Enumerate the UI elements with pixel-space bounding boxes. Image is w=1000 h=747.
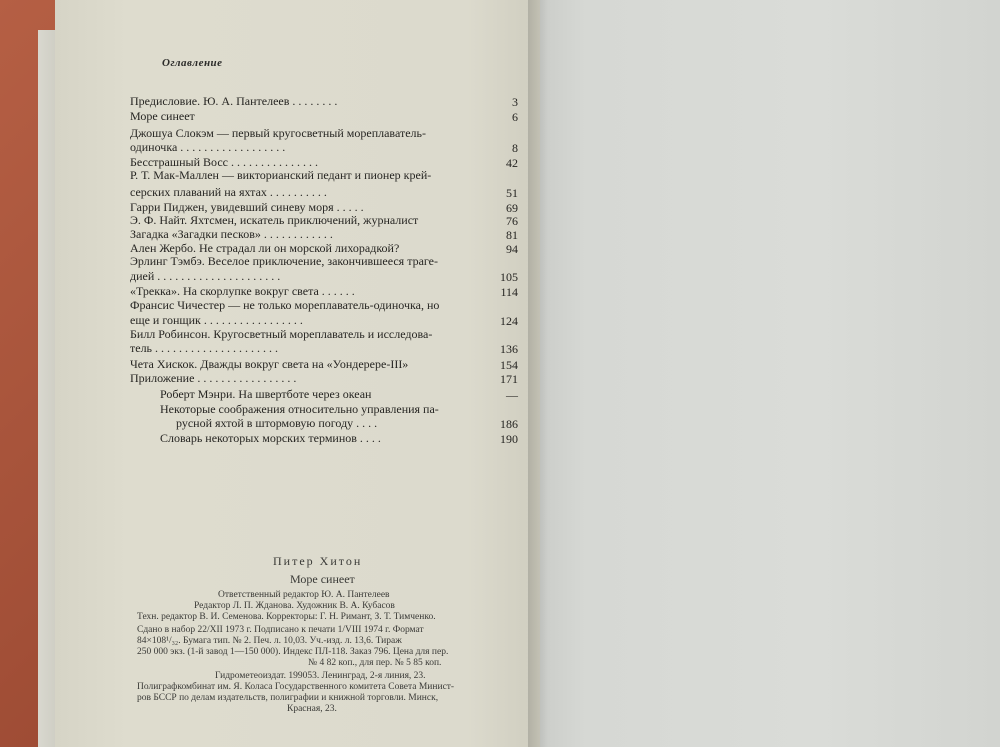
colophon-line: Гидрометеоиздат. 199053. Ленинград, 2-я линия, 23. <box>215 671 426 681</box>
toc-page-number: 51 <box>506 186 518 200</box>
toc-page-number: 114 <box>500 285 518 299</box>
toc-entry: Бесстрашный Восс . . . . . . . . . . . . . . . <box>130 155 318 169</box>
toc-page-number: 105 <box>500 270 518 284</box>
colophon-line: Ответственный редактор Ю. А. Пантелеев <box>218 590 390 600</box>
toc-entry: Чета Хискок. Дважды вокруг света на «Уондерере-III» <box>130 357 409 371</box>
toc-page-number: 186 <box>500 417 518 431</box>
toc-page-number: 3 <box>512 95 518 109</box>
toc-page-number: 42 <box>506 156 518 170</box>
colophon-line: Сдано в набор 22/XII 1973 г. Подписано к печати 1/VIII 1974 г. Формат <box>137 625 424 635</box>
toc-entry: Море синеет <box>130 109 195 123</box>
colophon-line: 84×108¹/₃₂. Бумага тип. № 2. Печ. л. 10,03. Уч.-изд. л. 13,6. Тираж <box>137 636 402 646</box>
toc-page-number: 171 <box>500 372 518 386</box>
toc-entry: еще и гонщик . . . . . . . . . . . . . . . . . <box>130 313 303 327</box>
toc-page-number: 81 <box>506 228 518 242</box>
toc-page-number: — <box>506 388 518 402</box>
toc-page-number: 124 <box>500 314 518 328</box>
toc-entry: Гарри Пиджен, увидевший синеву моря . . . . . <box>130 200 364 214</box>
toc-entry: Франсис Чичестер — не только мореплаватель-одиночка, но <box>130 298 440 312</box>
colophon-line: № 4 82 коп., для пер. № 5 85 коп. <box>308 658 442 668</box>
colophon-line: ров БССР по делам издательств, полиграфии и книжной торговли. Минск, <box>137 693 439 703</box>
toc-entry: Билл Робинсон. Кругосветный мореплаватель и исследова- <box>130 327 433 341</box>
toc-page-number: 136 <box>500 342 518 356</box>
colophon-line: Полиграфкомбинат им. Я. Коласа Государственного комитета Совета Минист- <box>137 682 455 692</box>
toc-page-number: 69 <box>506 201 518 215</box>
toc-entry: Некоторые соображения относительно управления па- <box>160 402 439 416</box>
toc-entry: Словарь некоторых морских терминов . . . . <box>160 431 381 445</box>
colophon-title: Море синеет <box>290 572 355 586</box>
right-page-blank <box>540 0 1000 747</box>
toc-page-number: 6 <box>512 110 518 124</box>
toc-entry: Роберт Мэнри. На швертботе через океан <box>160 387 372 401</box>
colophon-author: Питер Хитон <box>273 554 363 568</box>
toc-entry: Джошуа Слокэм — первый кругосветный мореплаватель- <box>130 126 426 140</box>
colophon-line: 250 000 экз. (1-й завод 1—150 000). Индекс ПЛ-118. Заказ 796. Цена для пер. <box>137 647 449 657</box>
toc-page-number: 76 <box>506 214 518 228</box>
colophon-line: Техн. редактор В. И. Семенова. Корректоры: Г. Н. Римант, З. Т. Тимченко. <box>137 612 436 622</box>
table-of-contents <box>0 0 540 460</box>
toc-entry: одиночка . . . . . . . . . . . . . . . . . . <box>130 140 286 154</box>
toc-entry: Приложение . . . . . . . . . . . . . . . . . <box>130 371 297 385</box>
toc-entry: дией . . . . . . . . . . . . . . . . . . . . . <box>130 269 281 283</box>
toc-page-number: 190 <box>500 432 518 446</box>
toc-page-number: 8 <box>512 141 518 155</box>
colophon-line: Редактор Л. П. Жданова. Художник В. А. Кубасов <box>194 601 395 611</box>
toc-entry: Р. Т. Мак-Маллен — викторианский педант и пионер крей- <box>130 168 432 182</box>
toc-entry: «Трекка». На скорлупке вокруг света . . . . . . <box>130 284 355 298</box>
toc-entry: Ален Жербо. Не страдал ли он морской лихорадкой? <box>130 241 400 255</box>
toc-entry: серских плаваний на яхтах . . . . . . . . . . <box>130 185 327 199</box>
toc-entry: Предисловие. Ю. А. Пантелеев . . . . . . . . <box>130 94 338 108</box>
toc-page-number: 154 <box>500 358 518 372</box>
toc-entry: тель . . . . . . . . . . . . . . . . . . . . . <box>130 341 279 355</box>
toc-heading: Оглавление <box>162 57 223 69</box>
toc-entry: Загадка «Загадки песков» . . . . . . . . . . . . <box>130 227 333 241</box>
toc-page-number: 94 <box>506 242 518 256</box>
toc-entry: русной яхтой в штормовую погоду . . . . <box>176 416 378 430</box>
colophon-line: Красная, 23. <box>287 704 337 714</box>
toc-entry: Эрлинг Тэмбэ. Веселое приключение, закончившееся траге- <box>130 254 439 268</box>
toc-entry: Э. Ф. Найт. Яхтсмен, искатель приключений, журналист <box>130 213 419 227</box>
